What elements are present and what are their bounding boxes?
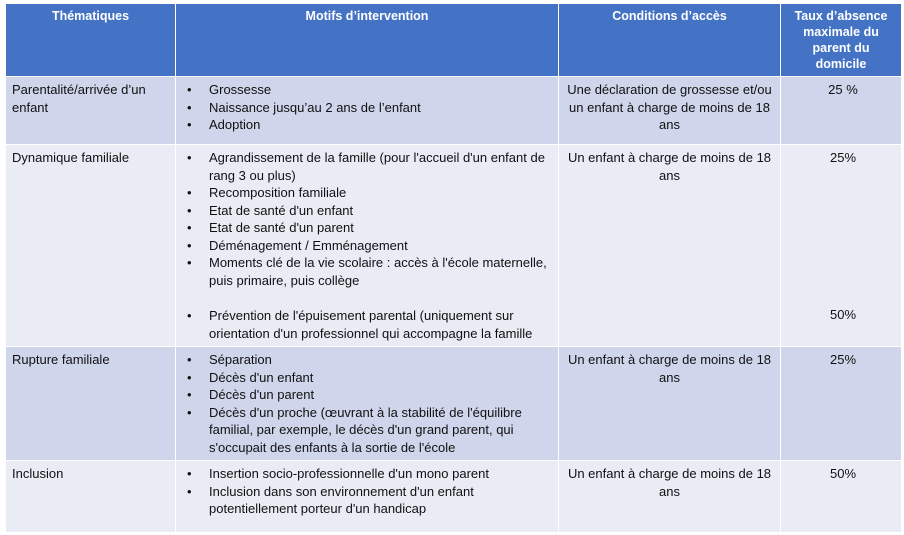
theme-cell: Rupture familiale [6, 347, 176, 461]
theme-cell: Inclusion [6, 461, 176, 533]
conditions-cell: Un enfant à charge de moins de 18 ans [559, 347, 781, 461]
motifs-cell [176, 461, 559, 533]
list-item: • Naissance jusqu’au 2 ans de l’enfant [209, 99, 552, 117]
list-item: • Insertion socio-professionnelle d'un mono parent [209, 465, 552, 483]
theme-cell: Dynamique familiale [6, 145, 176, 347]
list-item: • Déménagement / Emménagement [209, 237, 552, 255]
taux-wrapper [791, 149, 895, 322]
list-item: • Grossesse [209, 81, 552, 99]
list-item: • Agrandissement de la famille (pour l'accueil d'un enfant de rang 3 ou plus) [209, 149, 552, 184]
list-item: • Décès d'un enfant [209, 369, 552, 387]
conditions-cell: Un enfant à charge de moins de 18 ans [559, 461, 781, 533]
conditions-cell: Une déclaration de grossesse et/ou un enfant à charge de moins de 18 ans [559, 77, 781, 145]
list-item: • Prévention de l'épuisement parental (uniquement sur orientation d'un professionnel qui accompagne la famille [209, 307, 552, 342]
list-item: • Etat de santé d'un parent [209, 219, 552, 237]
motifs-cell [176, 347, 559, 461]
list-item: • Etat de santé d'un enfant [209, 202, 552, 220]
theme-cell: Parentalité/arrivée d’un enfant [6, 77, 176, 145]
table-row [6, 347, 902, 461]
list-item: • Moments clé de la vie scolaire : accès à l'école maternelle, puis primaire, puis collège [209, 254, 552, 289]
list-item: • Inclusion dans son environnement d'un enfant potentiellement porteur d'un handicap [209, 483, 552, 518]
taux-cell: 50% [781, 461, 902, 533]
header-conditions: Conditions d’accès [559, 4, 781, 77]
table-row [6, 145, 902, 347]
motifs-list [182, 149, 552, 289]
conditions-cell: Un enfant à charge de moins de 18 ans [559, 145, 781, 347]
taux-value-extra: 50% [829, 307, 857, 322]
header-thematiques: Thématiques [6, 4, 176, 77]
list-item: • Séparation [209, 351, 552, 369]
motifs-list [182, 351, 552, 456]
header-row [6, 4, 902, 77]
list-item: • Décès d'un parent [209, 386, 552, 404]
header-taux: Taux d’absence maximale du parent du domicile [781, 4, 902, 77]
table-row [6, 77, 902, 145]
taux-cell [781, 145, 902, 347]
list-item: • Adoption [209, 116, 552, 134]
aid-conditions-table [5, 3, 902, 533]
header-motifs: Motifs d’intervention [176, 4, 559, 77]
taux-cell: 25 % [781, 77, 902, 145]
motifs-list [182, 465, 552, 518]
motifs-cell [176, 145, 559, 347]
motifs-list-extra [182, 307, 552, 342]
list-item: • Décès d'un proche (œuvrant à la stabilité de l'équilibre familial, par exemple, le décès d'un grand parent, qui s'occupait des enfants à la sortie de l'école [209, 404, 552, 457]
taux-value: 25% [829, 150, 857, 165]
table-row [6, 461, 902, 533]
motifs-cell [176, 77, 559, 145]
list-item: • Recomposition familiale [209, 184, 552, 202]
taux-cell: 25% [781, 347, 902, 461]
motifs-list [182, 81, 552, 134]
